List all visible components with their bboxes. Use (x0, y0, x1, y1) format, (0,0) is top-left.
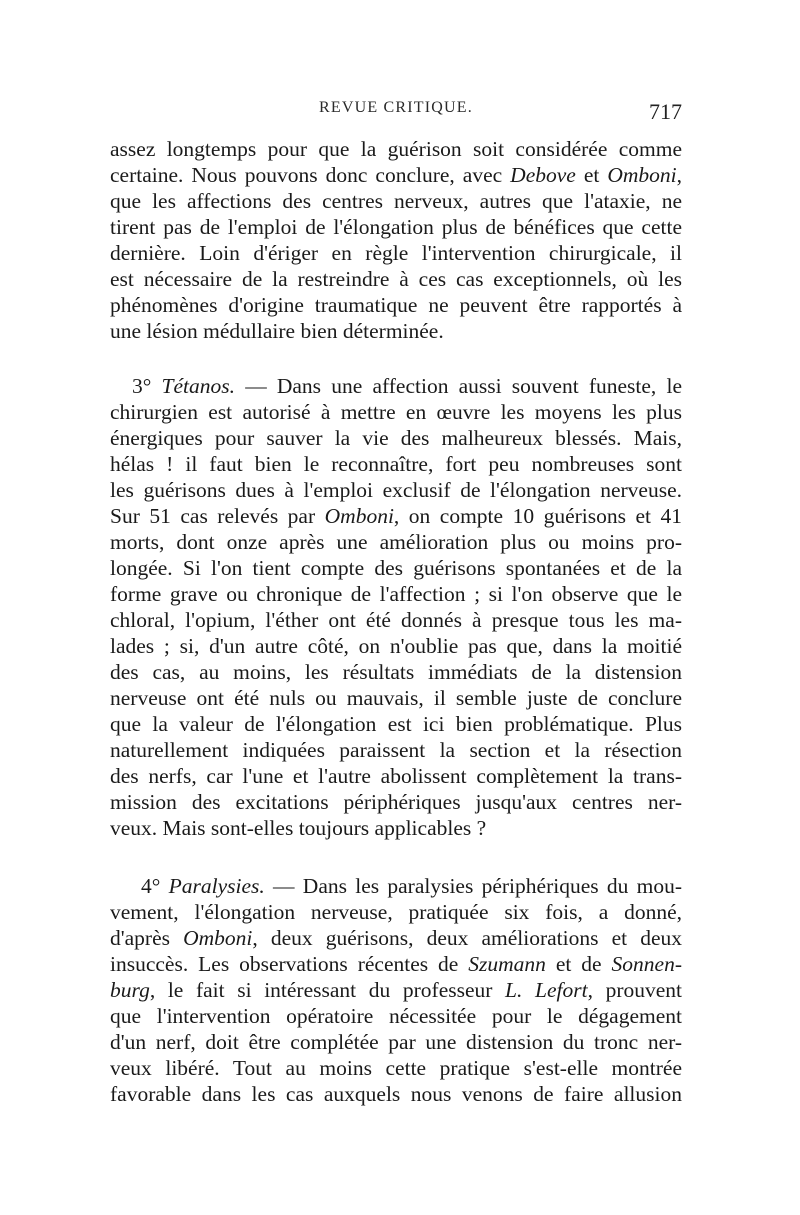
text-line: d'un nerf, doit être complétée par une distension du tronc ner- (110, 1030, 682, 1054)
text-line: que les affections des centres nerveux, autres que l'ataxie, ne (110, 189, 682, 213)
text-line: des cas, au moins, les résultats immédiats de la distension (110, 660, 682, 684)
text-line: les guérisons dues à l'emploi exclusif de l'élongation nerveuse. (110, 478, 682, 502)
text-line: tirent pas de l'emploi de l'élongation plus de bénéfices que cette (110, 215, 682, 239)
text-line: veux. Mais sont-elles toujours applicables ? (110, 816, 487, 840)
text-line: mission des excitations périphériques jusqu'aux centres ner- (110, 790, 682, 814)
section-heading-line: 4° Paralysies. — Dans les paralysies périphériques du mou- (141, 874, 683, 898)
text-line: naturellement indiquées paraissent la section et la résection (110, 738, 682, 762)
running-head (110, 99, 682, 125)
text-line: énergiques pour sauver la vie des malheureux blessés. Mais, (110, 426, 682, 450)
text-line: nerveuse ont été nuls ou mauvais, il semble juste de conclure (110, 686, 682, 710)
text-line: forme grave ou chronique de l'affection ; si l'on observe que le (110, 582, 682, 606)
text-line: lades ; si, d'un autre côté, on n'oublie pas que, dans la moitié (110, 634, 682, 658)
text-line: d'après Omboni, deux guérisons, deux améliorations et deux (110, 926, 682, 950)
section-number: 4° (141, 874, 161, 898)
running-title: REVUE CRITIQUE. (319, 99, 473, 116)
author-name: Omboni (324, 504, 394, 528)
text-line: dernière. Loin d'ériger en règle l'intervention chirurgicale, il (110, 241, 682, 265)
text-line: chloral, l'opium, l'éther ont été donnés à presque tous les ma- (110, 608, 682, 632)
text-line: Sur 51 cas relevés par Omboni, on compte 10 guérisons et 41 (110, 504, 682, 528)
author-name: L. Lefort (505, 978, 588, 1002)
text-line: que l'intervention opératoire nécessitée pour le dégagement (110, 1004, 682, 1028)
author-name: Omboni (607, 163, 677, 187)
text-line: certaine. Nous pouvons donc conclure, avec Debove et Omboni, (110, 163, 682, 187)
text-line: veux libéré. Tout au moins cette pratique s'est-elle montrée (110, 1056, 682, 1080)
author-name: Debove (510, 163, 576, 187)
text-line: longée. Si l'on tient compte des guérisons spontanées et de la (110, 556, 682, 580)
text-line: burg, le fait si intéressant du professeur L. Lefort, prouvent (110, 978, 682, 1002)
text-line: une lésion médullaire bien déterminée. (110, 319, 444, 343)
section-title: Paralysies. (168, 874, 265, 898)
text-line: est nécessaire de la restreindre à ces cas exceptionnels, où les (110, 267, 682, 291)
author-name: Szumann (468, 952, 546, 976)
section-number: 3° (132, 374, 152, 398)
text-line: des nerfs, car l'une et l'autre abolissent complètement la trans- (110, 764, 682, 788)
text-line: favorable dans les cas auxquels nous venons de faire allusion (110, 1082, 682, 1106)
section-heading-line: 3° Tétanos. — Dans une affection aussi souvent funeste, le (132, 374, 682, 398)
text-line: vement, l'élongation nerveuse, pratiquée six fois, a donné, (110, 900, 682, 924)
text-line: insuccès. Les observations récentes de Szumann et de Sonnen- (110, 952, 682, 976)
author-name: Omboni (183, 926, 253, 950)
page-number: 717 (649, 99, 682, 124)
text-line: hélas ! il faut bien le reconnaître, fort peu nombreuses sont (110, 452, 682, 476)
author-name: burg (110, 978, 150, 1002)
section-title: Tétanos. (161, 374, 236, 398)
text-line: morts, dont onze après une amélioration plus ou moins pro- (110, 530, 682, 554)
text-line: phénomènes d'origine traumatique ne peuvent être rapportés à (110, 293, 682, 317)
author-name: Sonnen- (611, 952, 682, 976)
text-line: assez longtemps pour que la guérison soit considérée comme (110, 137, 682, 161)
text-line: que la valeur de l'élongation est ici bien problématique. Plus (110, 712, 682, 736)
text-line: chirurgien est autorisé à mettre en œuvre les moyens les plus (110, 400, 682, 424)
